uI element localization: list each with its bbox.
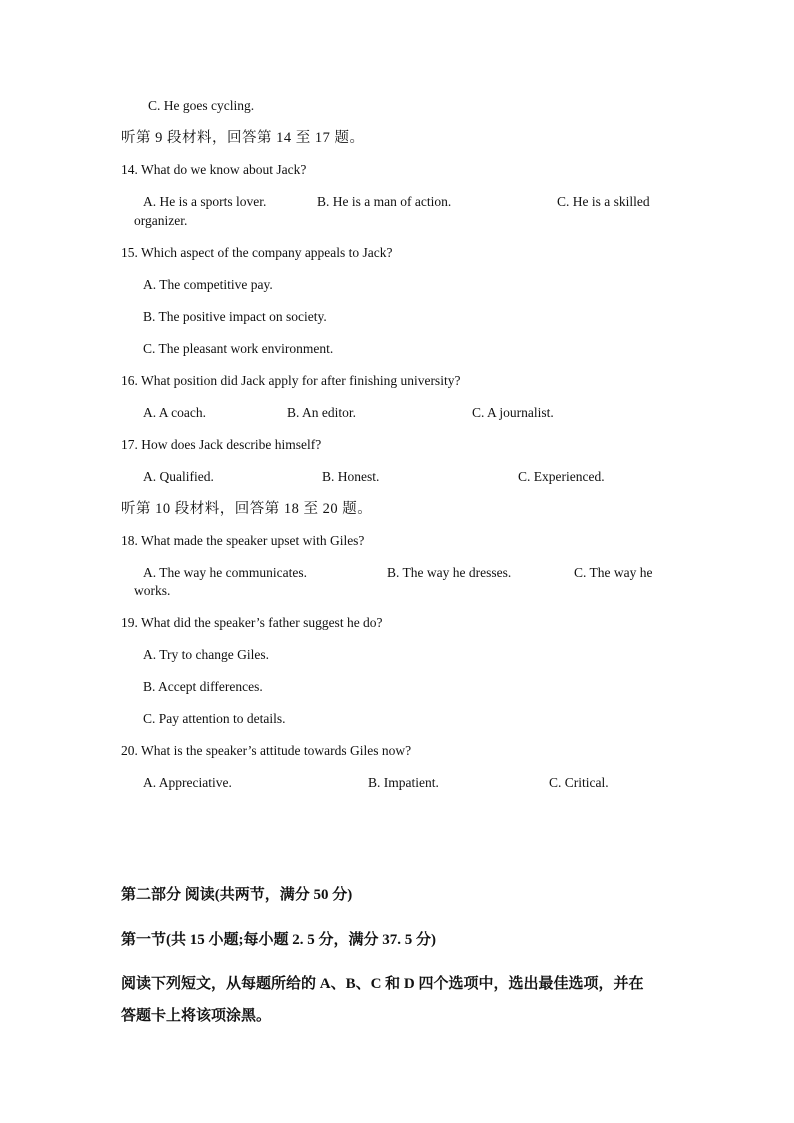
q15-option-b: B. The positive impact on society. [143, 309, 327, 324]
q14-option-c-continued: organizer. [134, 213, 188, 228]
q15-option-c: C. The pleasant work environment. [143, 341, 334, 356]
q17-option-a: A. Qualified. [143, 469, 214, 484]
q14-question: 14. What do we know about Jack? [121, 162, 307, 177]
q16-options [143, 404, 673, 422]
q14-option-a: A. He is a sports lover. [143, 194, 267, 209]
q18-question: 18. What made the speaker upset with Giles? [121, 533, 365, 548]
part2-section1-title: 第一节(共 15 小题;每小题 2. 5 分，满分 37. 5 分) [121, 932, 436, 948]
q16-option-b: B. An editor. [287, 405, 357, 420]
part2-title: 第二部分 阅读(共两节，满分 50 分) [121, 887, 353, 903]
q20-option-c: C. Critical. [549, 775, 609, 790]
q18-option-b: B. The way he dresses. [387, 565, 512, 580]
q19-option-c: C. Pay attention to details. [143, 711, 286, 726]
q14-option-c: C. He is a skilled [557, 194, 650, 209]
q17-options [143, 468, 673, 486]
q19-option-a: A. Try to change Giles. [143, 647, 269, 662]
q14-option-b: B. He is a man of action. [317, 194, 452, 209]
q19-option-b: B. Accept differences. [143, 679, 263, 694]
q20-options [143, 774, 673, 792]
q13-option-c: C. He goes cycling. [148, 98, 255, 113]
q17-question: 17. How does Jack describe himself? [121, 437, 322, 452]
q16-option-c: C. A journalist. [472, 405, 554, 420]
q17-option-c: C. Experienced. [518, 469, 605, 484]
q18-option-c: C. The way he [574, 565, 653, 580]
part2-instruction-line1: 阅读下列短文，从每题所给的 A、B、C 和 D 四个选项中，选出最佳选项，并在 [121, 976, 644, 992]
q15-question: 15. Which aspect of the company appeals to Jack? [121, 245, 393, 260]
q16-option-a: A. A coach. [143, 405, 206, 420]
q19-question: 19. What did the speaker’s father suggest he do? [121, 615, 383, 630]
q14-options [143, 193, 673, 211]
q20-option-a: A. Appreciative. [143, 775, 232, 790]
q15-option-a: A. The competitive pay. [143, 277, 273, 292]
q20-question: 20. What is the speaker’s attitude towards Giles now? [121, 743, 412, 758]
section10-header: 听第 10 段材料，回答第 18 至 20 题。 [121, 501, 373, 517]
section9-header: 听第 9 段材料，回答第 14 至 17 题。 [121, 130, 365, 146]
q16-question: 16. What position did Jack apply for after finishing university? [121, 373, 461, 388]
q18-option-a: A. The way he communicates. [143, 565, 307, 580]
q18-options [143, 564, 673, 582]
q20-option-b: B. Impatient. [368, 775, 439, 790]
part2-instruction-line2: 答题卡上将该项涂黑。 [121, 1008, 272, 1024]
q17-option-b: B. Honest. [322, 469, 380, 484]
q18-option-c-continued: works. [134, 583, 171, 598]
